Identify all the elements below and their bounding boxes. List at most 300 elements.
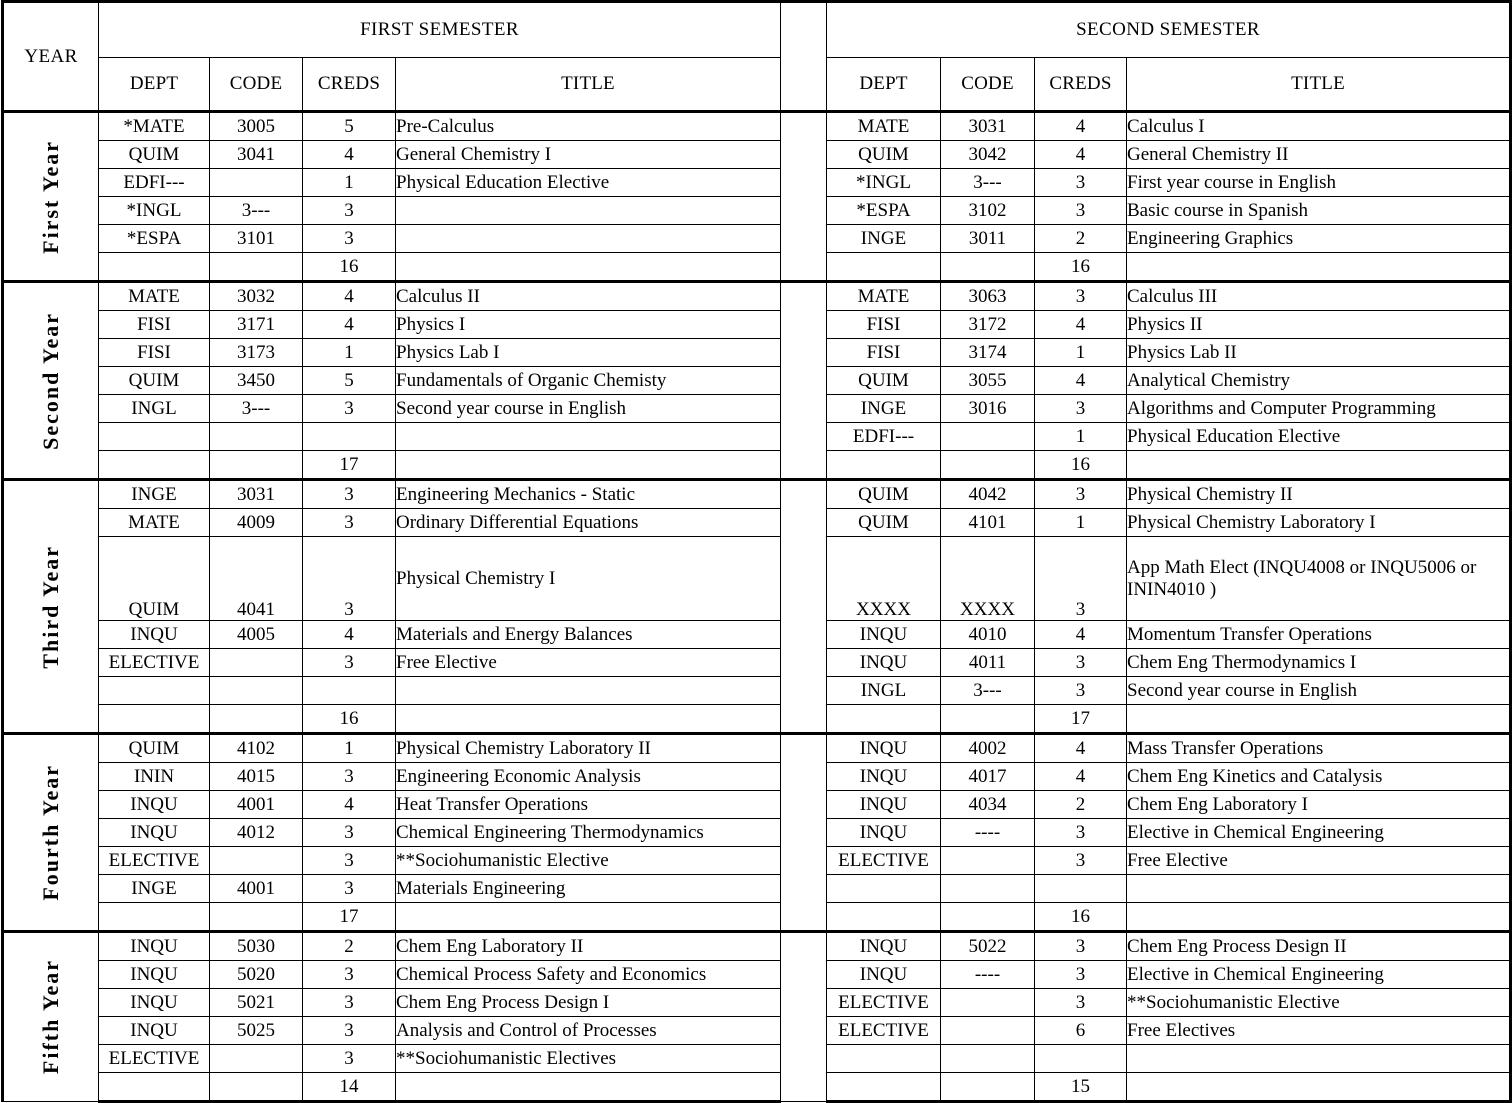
- cell-creds: 4: [303, 791, 396, 819]
- total-blank-title: [396, 451, 781, 480]
- total-blank-code: [210, 1073, 303, 1102]
- cell-title: **Sociohumanistic Electives: [396, 1045, 781, 1073]
- cell-code: 5022: [941, 932, 1035, 961]
- cell-title: Basic course in Spanish: [1127, 197, 1511, 225]
- cell-code: 4017: [941, 763, 1035, 791]
- cell-title: [396, 225, 781, 253]
- table-row: [3, 961, 1511, 989]
- cell-title: Physical Education Elective: [396, 169, 781, 197]
- cell-dept: INQU: [827, 621, 941, 649]
- cell-code: 4001: [210, 875, 303, 903]
- cell-dept: ELECTIVE: [99, 847, 210, 875]
- cell-title: [396, 197, 781, 225]
- cell-creds: 4: [303, 282, 396, 311]
- table-row: [3, 621, 1511, 649]
- cell-title: Free Elective: [1127, 847, 1511, 875]
- cell-creds: 6: [1035, 1017, 1127, 1045]
- cell-code: 4041: [210, 537, 303, 621]
- table-row: [3, 141, 1511, 169]
- cell-code: 3---: [941, 677, 1035, 705]
- cell-creds: 3: [303, 989, 396, 1017]
- cell-title: Physical Chemistry I: [396, 537, 781, 621]
- cell-creds: 4: [303, 141, 396, 169]
- table-row: [3, 282, 1511, 311]
- cell-title: Chem Eng Kinetics and Catalysis: [1127, 763, 1511, 791]
- cell-title: Second year course in English: [396, 395, 781, 423]
- cell-title: Ordinary Differential Equations: [396, 509, 781, 537]
- cell-dept: *INGL: [827, 169, 941, 197]
- total-blank-title: [396, 253, 781, 282]
- year-label: Second Year: [37, 311, 63, 450]
- cell-dept: INQU: [99, 791, 210, 819]
- cell-creds: 3: [1035, 989, 1127, 1017]
- table-row: [3, 989, 1511, 1017]
- cell-creds: 3: [1035, 677, 1127, 705]
- total-blank-title: [1127, 903, 1511, 932]
- cell-dept: INGE: [99, 875, 210, 903]
- cell-title: Chem Eng Laboratory II: [396, 932, 781, 961]
- cell-title: Algorithms and Computer Programming: [1127, 395, 1511, 423]
- cell-dept: INQU: [99, 1017, 210, 1045]
- semester-spacer-cell: [781, 112, 827, 282]
- total-blank-code: [941, 1073, 1035, 1102]
- cell-dept: [99, 423, 210, 451]
- total-blank-dept: [827, 451, 941, 480]
- cell-creds: 4: [303, 311, 396, 339]
- cell-title: Physics II: [1127, 311, 1511, 339]
- cell-creds: 1: [303, 734, 396, 763]
- cell-dept: QUIM: [827, 141, 941, 169]
- total-credits-second: 16: [1035, 253, 1127, 282]
- cell-code: 3---: [941, 169, 1035, 197]
- cell-creds: 3: [303, 395, 396, 423]
- total-blank-code: [210, 253, 303, 282]
- cell-code: [941, 423, 1035, 451]
- cell-creds: 3: [1035, 961, 1127, 989]
- cell-code: 3031: [941, 112, 1035, 141]
- cell-creds: 3: [1035, 649, 1127, 677]
- year-label: First Year: [37, 139, 63, 254]
- cell-dept: ELECTIVE: [99, 649, 210, 677]
- cell-code: 4001: [210, 791, 303, 819]
- cell-creds: 5: [303, 112, 396, 141]
- cell-code: 3101: [210, 225, 303, 253]
- cell-creds: 3: [303, 1017, 396, 1045]
- total-blank-dept: [827, 705, 941, 734]
- cell-creds: 4: [1035, 112, 1127, 141]
- cell-dept: ININ: [99, 763, 210, 791]
- cell-title: Physical Chemistry II: [1127, 480, 1511, 509]
- total-credits-second: 16: [1035, 451, 1127, 480]
- header-creds-first: CREDS: [303, 58, 396, 112]
- cell-code: 5030: [210, 932, 303, 961]
- total-blank-title: [1127, 451, 1511, 480]
- table-header: [3, 2, 1511, 112]
- cell-title: [1127, 875, 1511, 903]
- cell-dept: [827, 1045, 941, 1073]
- cell-title: Chem Eng Thermodynamics I: [1127, 649, 1511, 677]
- cell-dept: ELECTIVE: [827, 847, 941, 875]
- header-dept-first: DEPT: [99, 58, 210, 112]
- cell-dept: *MATE: [99, 112, 210, 141]
- header-row-columns: [3, 58, 1511, 112]
- table-row: [3, 225, 1511, 253]
- total-credits-first: 14: [303, 1073, 396, 1102]
- cell-creds: 3: [303, 875, 396, 903]
- cell-title: Chemical Engineering Thermodynamics: [396, 819, 781, 847]
- cell-creds: 3: [303, 225, 396, 253]
- header-creds-second: CREDS: [1035, 58, 1127, 112]
- total-row: [3, 903, 1511, 932]
- total-blank-dept: [827, 253, 941, 282]
- cell-dept: QUIM: [99, 367, 210, 395]
- cell-code: 3450: [210, 367, 303, 395]
- cell-creds: 3: [303, 1045, 396, 1073]
- cell-creds: 4: [1035, 367, 1127, 395]
- cell-dept: FISI: [99, 339, 210, 367]
- total-credits-second: 16: [1035, 903, 1127, 932]
- table-row: [3, 932, 1511, 961]
- cell-title: Second year course in English: [1127, 677, 1511, 705]
- cell-dept: INGL: [827, 677, 941, 705]
- total-blank-code: [941, 451, 1035, 480]
- cell-title: Calculus II: [396, 282, 781, 311]
- cell-title: Elective in Chemical Engineering: [1127, 819, 1511, 847]
- cell-creds: 4: [1035, 763, 1127, 791]
- cell-dept: *INGL: [99, 197, 210, 225]
- cell-code: 3---: [210, 197, 303, 225]
- total-credits-second: 17: [1035, 705, 1127, 734]
- semester-spacer-cell: [781, 734, 827, 932]
- header-row-semesters: [3, 2, 1511, 58]
- header-dept-second: DEPT: [827, 58, 941, 112]
- cell-title: Materials and Energy Balances: [396, 621, 781, 649]
- total-blank-dept: [99, 1073, 210, 1102]
- total-credits-first: 17: [303, 451, 396, 480]
- cell-title: Calculus III: [1127, 282, 1511, 311]
- table-body: [3, 112, 1511, 1102]
- cell-code: 3032: [210, 282, 303, 311]
- cell-code: 4009: [210, 509, 303, 537]
- total-blank-title: [396, 1073, 781, 1102]
- cell-code: [941, 1017, 1035, 1045]
- cell-title: Physics I: [396, 311, 781, 339]
- cell-code: 3---: [210, 395, 303, 423]
- cell-creds: 3: [303, 961, 396, 989]
- cell-title: Elective in Chemical Engineering: [1127, 961, 1511, 989]
- cell-creds: 3: [303, 819, 396, 847]
- cell-code: 3172: [941, 311, 1035, 339]
- cell-code: 3063: [941, 282, 1035, 311]
- cell-code: [941, 847, 1035, 875]
- cell-code: 4042: [941, 480, 1035, 509]
- cell-creds: 3: [1035, 932, 1127, 961]
- cell-title: **Sociohumanistic Elective: [1127, 989, 1511, 1017]
- cell-code: 3174: [941, 339, 1035, 367]
- cell-creds: 3: [1035, 395, 1127, 423]
- cell-dept: MATE: [827, 282, 941, 311]
- cell-code: 3171: [210, 311, 303, 339]
- cell-creds: 3: [1035, 169, 1127, 197]
- cell-title: Chemical Process Safety and Economics: [396, 961, 781, 989]
- cell-creds: 3: [1035, 197, 1127, 225]
- cell-code: 4101: [941, 509, 1035, 537]
- cell-dept: ELECTIVE: [827, 1017, 941, 1045]
- total-blank-code: [210, 705, 303, 734]
- cell-dept: QUIM: [99, 734, 210, 763]
- cell-code: 3016: [941, 395, 1035, 423]
- cell-creds: 3: [1035, 480, 1127, 509]
- cell-dept: QUIM: [99, 141, 210, 169]
- total-blank-dept: [99, 253, 210, 282]
- total-credits-first: 16: [303, 253, 396, 282]
- cell-code: ----: [941, 961, 1035, 989]
- cell-code: [210, 649, 303, 677]
- total-row: [3, 1073, 1511, 1102]
- cell-code: 4012: [210, 819, 303, 847]
- cell-dept: INQU: [99, 621, 210, 649]
- cell-creds: 4: [1035, 311, 1127, 339]
- header-title-second: TITLE: [1127, 58, 1511, 112]
- cell-code: 3011: [941, 225, 1035, 253]
- cell-creds: 4: [1035, 734, 1127, 763]
- year-label-cell: [3, 282, 99, 480]
- cell-title: Fundamentals of Organic Chemisty: [396, 367, 781, 395]
- cell-title: Physical Chemistry Laboratory I: [1127, 509, 1511, 537]
- header-code-first: CODE: [210, 58, 303, 112]
- cell-creds: 3: [1035, 282, 1127, 311]
- cell-title: Engineering Graphics: [1127, 225, 1511, 253]
- cell-title: Heat Transfer Operations: [396, 791, 781, 819]
- cell-title: Analytical Chemistry: [1127, 367, 1511, 395]
- cell-creds: 1: [1035, 339, 1127, 367]
- cell-dept: INGL: [99, 395, 210, 423]
- cell-title: [396, 423, 781, 451]
- cell-dept: ELECTIVE: [99, 1045, 210, 1073]
- cell-dept: EDFI---: [827, 423, 941, 451]
- cell-dept: ELECTIVE: [827, 989, 941, 1017]
- year-label-cell: [3, 112, 99, 282]
- total-blank-code: [941, 253, 1035, 282]
- cell-code: [941, 989, 1035, 1017]
- cell-dept: FISI: [827, 339, 941, 367]
- cell-dept: QUIM: [827, 480, 941, 509]
- cell-creds: 5: [303, 367, 396, 395]
- cell-dept: FISI: [827, 311, 941, 339]
- table-row: [3, 537, 1511, 621]
- cell-dept: *ESPA: [827, 197, 941, 225]
- cell-title: Physical Education Elective: [1127, 423, 1511, 451]
- cell-creds: 3: [303, 649, 396, 677]
- cell-title: Physical Chemistry Laboratory II: [396, 734, 781, 763]
- total-credits-first: 17: [303, 903, 396, 932]
- table-row: [3, 734, 1511, 763]
- total-blank-code: [941, 903, 1035, 932]
- cell-code: [210, 847, 303, 875]
- cell-dept: FISI: [99, 311, 210, 339]
- table-row: [3, 197, 1511, 225]
- cell-dept: QUIM: [827, 367, 941, 395]
- curriculum-table: [1, 0, 1512, 1103]
- total-blank-dept: [99, 451, 210, 480]
- cell-dept: QUIM: [99, 537, 210, 621]
- cell-dept: [827, 875, 941, 903]
- cell-creds: [303, 423, 396, 451]
- cell-title: Momentum Transfer Operations: [1127, 621, 1511, 649]
- year-label: Fifth Year: [37, 959, 63, 1075]
- semester-spacer-cell: [781, 932, 827, 1102]
- cell-title: Engineering Mechanics - Static: [396, 480, 781, 509]
- cell-dept: XXXX: [827, 537, 941, 621]
- total-blank-title: [1127, 1073, 1511, 1102]
- header-title-first: TITLE: [396, 58, 781, 112]
- cell-dept: INQU: [827, 932, 941, 961]
- cell-title: Free Elective: [396, 649, 781, 677]
- cell-dept: [99, 677, 210, 705]
- cell-title: Materials Engineering: [396, 875, 781, 903]
- cell-code: 4034: [941, 791, 1035, 819]
- cell-title: Mass Transfer Operations: [1127, 734, 1511, 763]
- cell-dept: INGE: [99, 480, 210, 509]
- table-row: [3, 339, 1511, 367]
- cell-code: 3031: [210, 480, 303, 509]
- cell-creds: 3: [303, 763, 396, 791]
- cell-creds: 2: [303, 932, 396, 961]
- year-label-cell: [3, 480, 99, 734]
- cell-creds: 3: [303, 509, 396, 537]
- cell-dept: INQU: [827, 791, 941, 819]
- cell-code: XXXX: [941, 537, 1035, 621]
- cell-dept: MATE: [99, 282, 210, 311]
- cell-code: [210, 423, 303, 451]
- cell-code: 4005: [210, 621, 303, 649]
- total-blank-title: [396, 903, 781, 932]
- year-label: Third Year: [37, 544, 63, 669]
- cell-dept: INQU: [99, 819, 210, 847]
- cell-creds: 3: [303, 480, 396, 509]
- semester-spacer-column: [781, 2, 827, 112]
- cell-title: [396, 677, 781, 705]
- cell-title: **Sociohumanistic Elective: [396, 847, 781, 875]
- table-row: [3, 791, 1511, 819]
- cell-code: [941, 875, 1035, 903]
- table-row: [3, 395, 1511, 423]
- cell-code: 4010: [941, 621, 1035, 649]
- cell-code: 5021: [210, 989, 303, 1017]
- table-row: [3, 367, 1511, 395]
- cell-creds: 4: [303, 621, 396, 649]
- cell-code: 4002: [941, 734, 1035, 763]
- cell-creds: 3: [1035, 819, 1127, 847]
- cell-creds: [303, 677, 396, 705]
- table-row: [3, 480, 1511, 509]
- total-row: [3, 705, 1511, 734]
- cell-code: [210, 169, 303, 197]
- cell-code: 3042: [941, 141, 1035, 169]
- cell-title: App Math Elect (INQU4008 or INQU5006 or ININ4010 ): [1127, 537, 1511, 621]
- cell-dept: INQU: [827, 819, 941, 847]
- cell-dept: MATE: [99, 509, 210, 537]
- table-row: [3, 423, 1511, 451]
- cell-dept: INQU: [827, 763, 941, 791]
- cell-code: 4011: [941, 649, 1035, 677]
- cell-title: Physics Lab I: [396, 339, 781, 367]
- table-row: [3, 311, 1511, 339]
- cell-code: 3055: [941, 367, 1035, 395]
- cell-creds: 3: [303, 197, 396, 225]
- cell-code: 3173: [210, 339, 303, 367]
- header-year: YEAR: [3, 2, 99, 112]
- cell-code: 3102: [941, 197, 1035, 225]
- cell-title: Analysis and Control of Processes: [396, 1017, 781, 1045]
- year-label: Fourth Year: [37, 764, 63, 901]
- cell-dept: INQU: [99, 989, 210, 1017]
- cell-dept: INGE: [827, 395, 941, 423]
- total-blank-title: [396, 705, 781, 734]
- total-row: [3, 451, 1511, 480]
- table-row: [3, 169, 1511, 197]
- year-label-cell: [3, 734, 99, 932]
- cell-title: Pre-Calculus: [396, 112, 781, 141]
- cell-title: Chem Eng Process Design II: [1127, 932, 1511, 961]
- cell-dept: QUIM: [827, 509, 941, 537]
- total-blank-code: [210, 451, 303, 480]
- cell-title: Calculus I: [1127, 112, 1511, 141]
- cell-dept: INQU: [99, 961, 210, 989]
- table-row: [3, 1017, 1511, 1045]
- table-row: [3, 112, 1511, 141]
- table-row: [3, 847, 1511, 875]
- table-row: [3, 875, 1511, 903]
- header-second-semester: SECOND SEMESTER: [827, 2, 1511, 58]
- cell-creds: 3: [1035, 847, 1127, 875]
- cell-code: [210, 677, 303, 705]
- cell-dept: INQU: [827, 961, 941, 989]
- cell-creds: 2: [1035, 791, 1127, 819]
- cell-creds: [1035, 875, 1127, 903]
- cell-title: General Chemistry II: [1127, 141, 1511, 169]
- total-blank-code: [941, 705, 1035, 734]
- total-blank-title: [1127, 705, 1511, 734]
- cell-dept: INQU: [827, 734, 941, 763]
- cell-title: Free Electives: [1127, 1017, 1511, 1045]
- cell-title: Chem Eng Process Design I: [396, 989, 781, 1017]
- total-blank-dept: [827, 1073, 941, 1102]
- cell-title: Physics Lab II: [1127, 339, 1511, 367]
- cell-title: First year course in English: [1127, 169, 1511, 197]
- cell-code: 4015: [210, 763, 303, 791]
- cell-dept: MATE: [827, 112, 941, 141]
- cell-dept: INGE: [827, 225, 941, 253]
- total-blank-dept: [99, 903, 210, 932]
- cell-title: General Chemistry I: [396, 141, 781, 169]
- cell-creds: 4: [1035, 621, 1127, 649]
- cell-creds: [1035, 1045, 1127, 1073]
- cell-code: [941, 1045, 1035, 1073]
- header-code-second: CODE: [941, 58, 1035, 112]
- cell-code: 3005: [210, 112, 303, 141]
- table-row: [3, 649, 1511, 677]
- cell-code: [210, 1045, 303, 1073]
- year-label-cell: [3, 932, 99, 1102]
- cell-dept: INQU: [827, 649, 941, 677]
- cell-code: 5025: [210, 1017, 303, 1045]
- cell-creds: 1: [303, 339, 396, 367]
- total-blank-title: [1127, 253, 1511, 282]
- total-credits-first: 16: [303, 705, 396, 734]
- cell-creds: 3: [303, 847, 396, 875]
- cell-code: 4102: [210, 734, 303, 763]
